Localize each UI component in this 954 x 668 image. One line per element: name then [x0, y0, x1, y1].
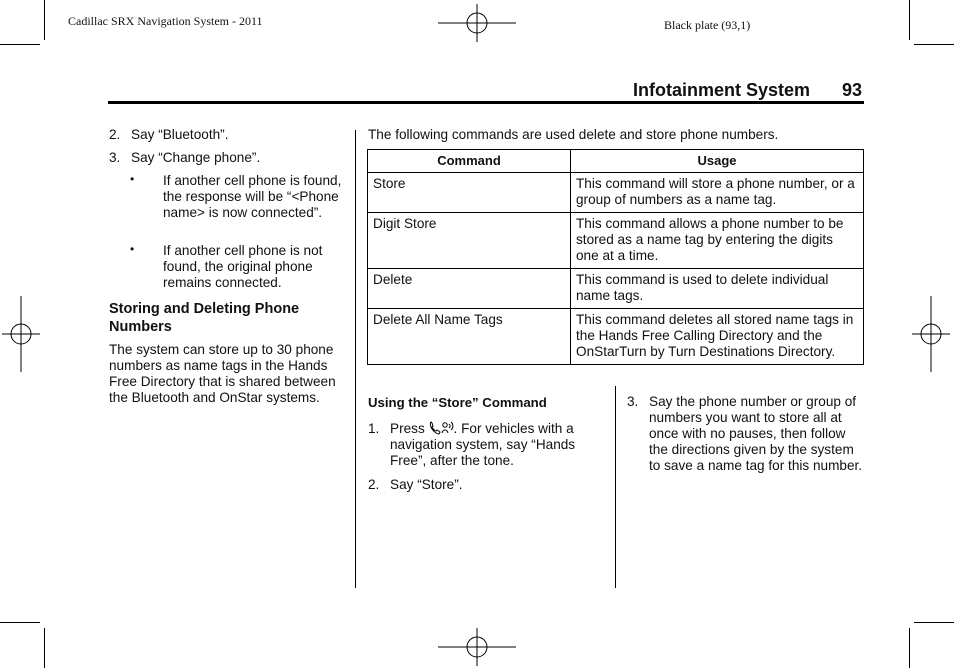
crop-mark [0, 622, 40, 623]
table-row [368, 173, 864, 213]
registration-mark-icon [438, 628, 516, 666]
list-item [368, 421, 608, 471]
crop-mark [44, 0, 45, 40]
step-text-pre: Press [390, 421, 425, 436]
bullet-icon: • [130, 242, 135, 256]
bullet-text: If another cell phone is not found, the original phone remains connected. [163, 243, 323, 290]
column-header-command: Command [368, 150, 571, 173]
bullet-item [130, 243, 345, 291]
registration-mark-icon [2, 296, 40, 372]
crop-mark [914, 622, 954, 623]
bullet-text: If another cell phone is found, the response will be “<Phone name> is now connected”. [163, 173, 342, 220]
command-cell: Delete All Name Tags [368, 309, 571, 365]
column-divider [615, 386, 616, 588]
list-text [390, 421, 610, 469]
phone-icon [429, 421, 441, 435]
usage-cell: This command allows a phone number to be stored as a name tag by entering the digits one at a time. [571, 213, 864, 269]
table-row [368, 213, 864, 269]
column-header-usage: Usage [571, 150, 864, 173]
list-number: 3. [109, 150, 121, 165]
usage-cell: This command will store a phone number, or a group of numbers as a name tag. [571, 173, 864, 213]
table-row [368, 309, 864, 365]
list-text: Say the phone number or group of numbers you want to store all at once with no pauses, then follow the directions given by the system to save a name tag for this number. [649, 394, 863, 473]
list-text: Say “Change phone”. [131, 150, 261, 165]
list-number: 3. [627, 394, 639, 409]
usage-cell: This command is used to delete individual name tags. [571, 269, 864, 309]
plate-label: Black plate (93,1) [664, 18, 751, 32]
crop-mark [44, 628, 45, 668]
table-header-row [368, 150, 864, 173]
paragraph: The system can store up to 30 phone numbers as name tags in the Hands Free Directory that is shared between the Bluetooth and OnStar systems. [109, 342, 336, 405]
section-title: Infotainment System [632, 80, 810, 100]
registration-mark-icon [438, 4, 516, 42]
command-cell: Store [368, 173, 571, 213]
command-cell: Delete [368, 269, 571, 309]
bullet-icon: • [130, 172, 135, 186]
header-rule [108, 101, 864, 104]
sub-heading: Using the “Store” Command [368, 395, 547, 410]
crop-mark [909, 628, 910, 668]
column-divider [355, 130, 356, 588]
page-number: 93 [841, 80, 862, 100]
list-number: 2. [368, 477, 380, 492]
list-number: 2. [109, 127, 121, 142]
crop-mark [0, 44, 40, 45]
step-text-post: . For vehicles with a navigation system, say “Hands Free”, after the tone. [390, 421, 576, 468]
list-text: Say “Store”. [390, 477, 463, 492]
registration-mark-icon [912, 296, 950, 372]
usage-cell: This command deletes all stored name tags in the Hands Free Calling Directory and the OnStarTurn by Turn Destinations Directory. [571, 309, 864, 365]
list-text: Say “Bluetooth”. [131, 127, 229, 142]
bullet-item [130, 173, 345, 237]
table-intro: The following commands are used delete and store phone numbers. [368, 127, 779, 142]
commands-table [367, 149, 864, 365]
section-heading: Storing and Deleting Phone Numbers [109, 301, 300, 335]
list-number: 1. [368, 421, 380, 436]
crop-mark [909, 0, 910, 40]
voice-icon [441, 421, 454, 435]
list-item [627, 394, 864, 494]
document-title: Cadillac SRX Navigation System - 2011 [68, 14, 263, 28]
command-cell: Digit Store [368, 213, 571, 269]
crop-mark [914, 44, 954, 45]
table-row [368, 269, 864, 309]
